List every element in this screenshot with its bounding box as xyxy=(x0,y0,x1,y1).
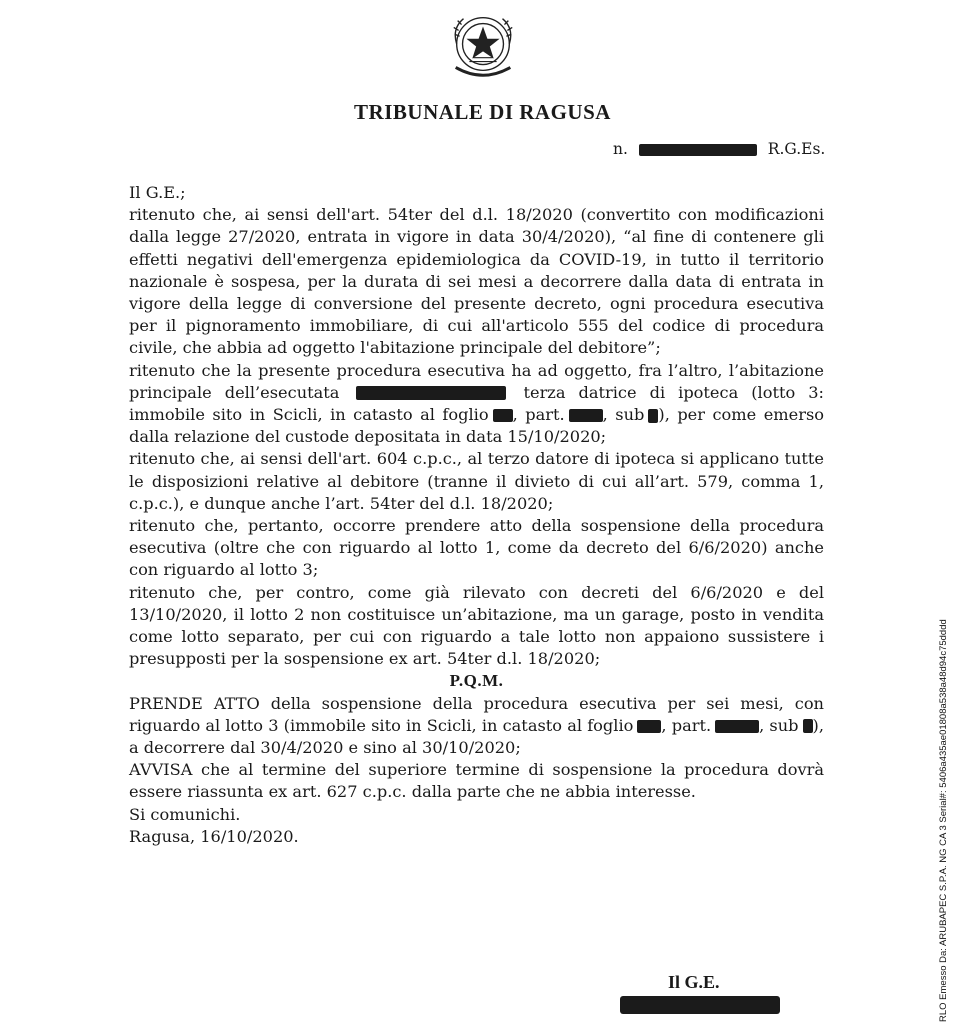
paragraph-2-part-d: , sub xyxy=(602,405,645,425)
redacted-case-number xyxy=(639,144,757,156)
redacted-sub-2 xyxy=(803,719,813,733)
redacted-foglio-2 xyxy=(637,720,661,733)
redacted-debtor-name xyxy=(356,386,506,400)
court-title: TRIBUNALE DI RAGUSA xyxy=(354,100,611,124)
decision-1 xyxy=(129,693,824,760)
paragraph-4: ritenuto che, pertanto, occorre prendere atto della sospensione della procedura esecutiva (oltre che con riguardo al lotto 1, come da decreto del 6/6/2020) anche con riguardo al lotto 3; xyxy=(129,516,824,580)
decree-body xyxy=(129,182,824,848)
redacted-part-2 xyxy=(715,720,759,733)
decision-1-part-c: , sub xyxy=(759,715,799,735)
decision-1-part-d: ), a decorrere dal 30/4/2020 e sino al 30/10/2020; xyxy=(129,715,824,758)
digital-signature-stamp: RLO Emesso Da: ARUBAPEC S.P.A. NG CA 3 Serial#: 5406a435ae01808a538a48d94c75dddd xyxy=(938,619,949,1022)
paragraph-2-part-b: terza datrice di ipoteca (lotto 3: immobile sito in Scicli, in catasto al foglio xyxy=(129,382,824,425)
signature-label: Il G.E. xyxy=(668,972,720,992)
register-suffix: R.G.Es. xyxy=(767,140,826,158)
redacted-foglio xyxy=(493,409,513,422)
place-date: Ragusa, 16/10/2020. xyxy=(129,826,299,846)
opening-line: Il G.E.; xyxy=(129,183,186,202)
paragraph-3: ritenuto che, ai sensi dell'art. 604 c.p.c., al terzo datore di ipoteca si applicano tutte le disposizioni relative al debitore (tranne il divieto di cui all’art. 579, comma 1, c.p.c.), e dunque anche l’art. 54ter del d.l. 18/2020; xyxy=(129,449,824,513)
redacted-part xyxy=(569,409,603,422)
redacted-signature xyxy=(620,996,780,1014)
republic-emblem-icon xyxy=(444,6,522,86)
redacted-sub xyxy=(648,409,658,423)
case-number-line xyxy=(613,140,825,158)
decision-2: AVVISA che al termine del superiore termine di sospensione la procedura dovrà essere riassunta ex art. 627 c.p.c. dalla parte che ne abbia interesse. xyxy=(129,760,824,802)
paragraph-2-part-a: ritenuto che la presente procedura esecutiva ha ad oggetto, fra l’altro, l’abitazione principale dell’esecutata xyxy=(129,360,824,402)
paragraph-2-part-e: ), per come emerso dalla relazione del custode depositata in data 15/10/2020; xyxy=(129,405,825,447)
case-number-prefix: n. xyxy=(613,140,628,158)
paragraph-5: ritenuto che, per contro, come già rilevato con decreti del 6/6/2020 e del 13/10/2020, il lotto 2 non costituisce un’abitazione, ma un garage, posto in vendita come lotto separato, per cui con riguardo a tale lotto non appaiono sussistere i presupposti per la sospensione ex art. 54ter d.l. 18/2020; xyxy=(129,582,824,669)
pqm-heading: P.Q.M. xyxy=(449,671,504,691)
paragraph-2-part-c: , part. xyxy=(512,405,565,425)
closing-line: Si comunichi. xyxy=(129,804,241,824)
decision-1-part-b: , part. xyxy=(661,715,712,735)
paragraph-2 xyxy=(129,360,824,449)
paragraph-1: ritenuto che, ai sensi dell'art. 54ter del d.l. 18/2020 (convertito con modificazioni dalla legge 27/2020, entrata in vigore in data 30/4/2020), “al fine di contenere gli effetti negativi dell'emergenza epidemiologica da COVID-19, in tutto il territorio nazionale è sospesa, per la durata di sei mesi a decorrere dalla data di entrata in vigore della legge di conversione del presente decreto, ogni procedura esecutiva per il pignoramento immobiliare, di cui all'articolo 555 del codice di procedura civile, che abbia ad oggetto l'abitazione principale del debitore”; xyxy=(129,205,824,358)
decision-1-part-a: PRENDE ATTO della sospensione della procedura esecutiva per sei mesi, con riguardo al lotto 3 (immobile sito in Scicli, in catasto al foglio xyxy=(129,693,824,735)
